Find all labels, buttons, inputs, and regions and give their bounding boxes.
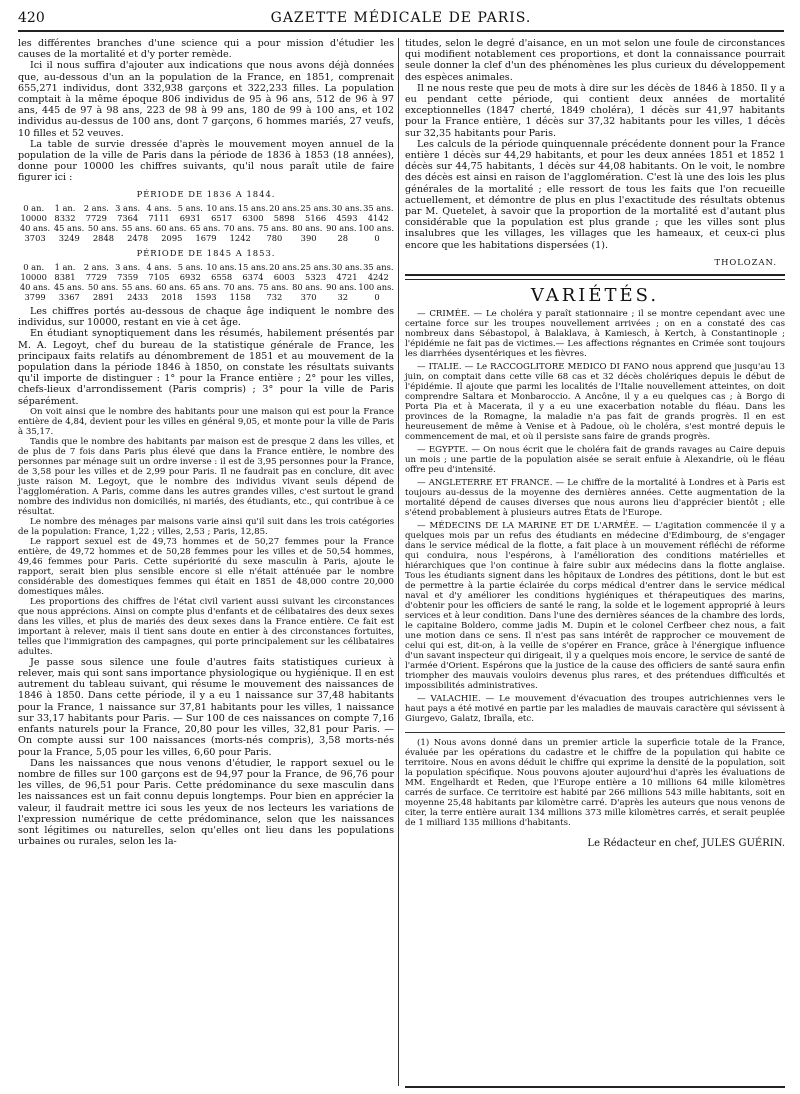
table-cell: 90 ans. [326,282,357,293]
paragraph: On voit ainsi que le nombre des habitants pour une maison qui est pour la France entière de 4,84, devient pour les villes en général 9,05, et monte pour la ville de Paris à 35,17. [18,406,394,437]
table-header-row [18,262,394,272]
paragraph: Dans les naissances que nous venons d'étudier, le rapport sexuel ou le nombre de filles sur 100 garçons est de 94,97 pour la France, de 96,76 pour les villes, de 96,51 pour Paris. Cette prédominance du sexe masculin dans les naissances est un fait connu depuis longtemps. Pour bien en apprécier la valeur, il faudrait mettre ici sous les yeux de nos lecteurs les variations de l'expression numérique de cette prédominance, selon que les naissances sont légitimes ou naturelles, selon qu'elles ont lieu dans les populations urbaines ou rurales, selon les la- [18,757,394,848]
table-cell: 75 ans. [258,282,289,293]
table-title: PÉRIODE DE 1836 A 1844. [136,188,276,199]
column-divider [398,38,399,1086]
table-cell: 6003 [273,272,295,283]
table-cell: 390 [300,232,317,243]
bottom-rule [405,1086,785,1088]
table-cell: 5166 [305,212,327,223]
author-signature: THOLOZAN. [714,256,777,267]
editor-signature: Le Rédacteur en chef, JULES GUÉRIN. [587,838,785,850]
table-cell: 70 ans. [224,222,255,233]
table-cell: 2 ans. [83,262,109,273]
paragraph: Les calculs de la période quinquennale précédente donnent pour la France entière 1 décès sur 44,29 habitants, et pour les deux années 1851 et 1852 1 décès sur 44,75 habitants, 1 décès sur 44,08 habitants. On le voit, le nombre des décès est ainsi en raison de l'agglomération. C'est là une des lois les plus générales de la mortalité ; elle ressort de tous les faits que l'on recueille actuellement, et démontre de plus en plus l'exactitude des résultats obtenus par M. Quetelet, à savoir que la proportion de la mortalité est d'autant plus considérable que la population est plus grande ; que les villes sont plus insalubres que les villages, les villages que les hameaux, et ceux-ci plus encore que les habitations dispersées (1). [405,138,785,251]
table-cell: 3249 [58,232,80,243]
table-cell: 7111 [148,212,170,223]
table-cell: 10000 [20,212,47,223]
table-cell: 60 ans. [155,282,187,293]
news-item: — EGYPTE. — On nous écrit que le choléra fait de grands ravages au Caire depuis un mois ; une partie de la population aisée se serait enfuie à Alexandrie, où le fléau offre peu d'intensité. [405,445,785,476]
table-cell: 6374 [242,272,264,283]
table-cell: 7105 [148,272,170,283]
table-cell: 30 ans. [331,262,363,273]
table-cell: 3367 [58,292,80,303]
table-header-row [18,223,394,233]
table-cell: 40 ans. [19,222,51,233]
paragraph: Il ne nous reste que peu de mots à dire sur les décès de 1846 à 1850. Il y a eu pendant cette période, qui contient deux années de mortalité exceptionnelles (1847 cherté, 1849 choléra), 1 décès sur 41,97 habitants pour la France entière, 1 décès sur 37,32 habitants pour les villes, 1 décès sur 32,35 habitants pour Paris. [405,82,785,139]
table-cell: 10000 [20,272,47,283]
paragraph: En étudiant synoptiquement dans les résumés, habilement présentés par M. A. Legoyt, chef du bureau de la statistique générale de France, les principaux faits relatifs au dénombrement de 1851 et au mouvement de la population dans la période 1846 à 1850, on constate les résultats suivants qu'il importe de distinguer : 1° pour la France entière ; 2° pour les villes, chefs-lieux d'arrondissement (Paris compris) ; 3° pour la ville de Paris séparément. [18,328,394,407]
table-cell: 80 ans. [292,282,323,293]
right-column [405,38,785,849]
table-cell: 0 [374,232,380,243]
table-cell: 28 [337,232,349,243]
table-cell: 32 [337,292,349,303]
table-cell: 0 [374,292,380,303]
table-cell: 3799 [24,292,46,303]
paragraph: Tandis que le nombre des habitants par maison est de presque 2 dans les villes, et de plus de 7 fois dans Paris plus élevé que dans la France entière, le nombre des personnes par ménage suit un ordre inverse : il est de 3,95 personnes pour la France, de 3,58 pour les villes et de 2,99 pour Paris. Il ne faudrait pas en conclure, dit avec juste raison M. Legoyt, que le nombre des individus vivant seuls dépend de l'agglomération. A Paris, comme dans les autres grandes villes, c'est surtout le grand nombre des individus non domiciliés, ni mariés, des étudiants, etc., qui contribue à ce résultat. [18,436,394,517]
table-header-row [18,203,394,213]
table-cell: 50 ans. [87,222,119,233]
table-cell: 15 ans. [237,202,269,213]
news-item: — VALACHIE. — Le mouvement d'évacuation des troupes autrichiennes vers le haut pays a été motivé en partie par les maladies de mauvais caractère qui sévissent à Giurgevo, Galatz, Ibraïla, etc. [405,694,785,725]
table-cell: 100 ans. [358,222,394,233]
section-title: VARIÉTÉS. [530,285,660,307]
table-cell: 25 ans. [300,202,331,213]
table-cell: 3703 [24,232,46,243]
table-cell: 2095 [161,232,183,243]
paragraph: Le nombre des ménages par maisons varie ainsi qu'il suit dans les trois catégories de la population: France, 1,22 ; villes, 2,53 ; Paris, 12,85. [18,516,394,537]
table-cell: 7729 [85,212,107,223]
table-cell: 1 an. [54,262,76,273]
footnote-rule [405,732,785,733]
table-cell: 65 ans. [189,222,221,233]
table-cell: 2848 [92,232,115,243]
table-cell: 4242 [367,272,389,283]
table-cell: 6558 [211,272,233,283]
news-item: — MÉDECINS DE LA MARINE ET DE L'ARMÉE. — L'agitation commencée il y a quelques mois par un refus des étudiants en médecine d'Edimbourg, de s'engager dans le service médical de la flotte, a fait place à un mouvement réfléchi de réforme qui conduira, nous l'espérons, à l'amélioration des conditions matérielles et hiérarchiques que l'on continue à faire subir aux médecins dans la flotte anglaise. Tous les étudiants signent dans les hôpitaux de Londres des pétitions, dont le but est de permettre à la partie éclairée du corps médical d'entrer dans le service médical naval et d'y améliorer les conditions hygiéniques et thérapeutiques des marins, d'obtenir pour les officiers de santé le rang, la solde et le logement approprié à leurs services et à leur condition. Dans l'une des dernières séances de la chambre des lords, le capitaine Boldero, comme jadis M. Dupin et le colonel Cerfbeer chez nous, a fait une motion dans ce sens. Il n'est pas sans intérêt de rapprocher ce mouvement de celui qui est, dit-on, à la veille de s'opérer en France, grâce à l'énergique influence d'un savant inspecteur qui dirigeait, il y a quelques mois encore, le service de santé de l'armée d'Orient. Espérons que la justice de la cause des officiers de santé saura enfin triompher des mauvais vouloirs devenus plus rares, et des prétendues difficultés et impossibilités administratives. [405,521,785,692]
table-cell: 1 an. [54,202,76,213]
table-cell: 6932 [179,272,201,283]
table-cell: 1679 [195,232,217,243]
news-item: — CRIMÉE. — Le choléra y paraît stationnaire ; il se montre cependant avec une certaine force sur les troupes nouvellement arrivées ; on en a constaté des cas nombreux dans Sébastopol, à Balaklava, à Kamiesch, à Kertch, à Constantinople ; l'épidémie ne fait pas de victimes.— Les affections régnantes en Crimée sont toujours les diarrhées dysentériques et les fièvres. [405,309,785,360]
table-cell: 6300 [242,212,264,223]
paragraph: Les chiffres portés au-dessous de chaque âge indiquent le nombre des individus, sur 10000, restant en vie à cet âge. [18,306,394,329]
footnote: (1) Nous avons donné dans un premier article la superficie totale de la France, évaluée par les opérations du cadastre et le chiffre de la population qui habite ce territoire. Nous en avons déduit le chiffre qui exprime la densité de la population, soit la population spécifique. Nous pouvons ajouter aujourd'hui d'après les évaluations de MM. Engelhardt et Reden, que l'Europe entière a 10 millions 64 mille kilomètres carrés de surface. Ce territoire est habité par 266 millions 543 mille habitants, soit en moyenne 25,48 habitants par kilomètre carré. D'après les auteurs que nous venons de citer, la terre entière aurait 134 millions 373 mille kilomètres carrés, et serait peuplée de 1 milliard 135 millions d'habitants. [405,738,785,829]
table-cell: 370 [300,292,317,303]
table-row [18,233,394,243]
table-header-row [18,282,394,292]
table-cell: 4721 [336,272,358,283]
table-cell: 6517 [211,212,233,223]
table-cell: 45 ans. [53,282,85,293]
table-cell: 0 an. [23,262,45,273]
table-cell: 780 [266,232,283,243]
table-cell: 1593 [195,292,217,303]
table-cell: 15 ans. [237,262,269,273]
running-title: GAZETTE MÉDICALE DE PARIS. [270,10,532,26]
table-cell: 5898 [273,212,295,223]
table-cell: 35 ans. [363,262,394,273]
table-cell: 80 ans. [292,222,323,233]
table-cell: 70 ans. [224,282,255,293]
table-cell: 55 ans. [121,282,153,293]
table-cell: 4 ans. [146,202,172,213]
table-cell: 35 ans. [363,202,394,213]
table-cell: 7729 [85,272,107,283]
table-cell: 8381 [54,272,76,283]
news-item: — ITALIE. — Le RACCOGLITORE MEDICO DI FANO nous apprend que jusqu'au 13 juin, on comptait dans cette ville 68 cas et 32 décès cholériques depuis le début de l'épidémie. Il ajoute que parmi les localités de l'Italie nouvellement atteintes, on doit comprendre Saltara et Monbaroccio. A Ancône, il y a eu quelques cas ; à Borgo di Porta Pia et à Macerata, il y a eu une exacerbation notable du fléau. Dans les provinces de la Romagne, la maladie n'a pas fait de grands progrès. Il en est heureusement de même à Venise et à Padoue, où le choléra, s'est montré depuis le commencement de mai, et où il persiste sans faire de grands progrès. [405,362,785,443]
table-cell: 1158 [229,292,251,303]
table-title: PÉRIODE DE 1845 A 1853. [136,247,276,258]
paragraph: Ici il nous suffira d'ajouter aux indications que nous avons déjà données que, au-dessous d'un an la population de la France, en 1851, comprenait 655,271 individus, dont 332,938 garçons et 322,233 filles. La population comptait à la même époque 806 individus de 95 à 96 ans, 512 de 96 à 97 ans, 445 de 97 à 98 ans, 223 de 98 à 99 ans, 180 de 99 à 100 ans, et 102 individus au-dessus de 100 ans, dont 7 garçons, 6 hommes mariés, 27 veufs, 10 filles et 52 veuves. [18,60,394,139]
paragraph: titudes, selon le degré d'aisance, en un mot selon une foule de circonstances qui modifient notablement ces proportions, et dont la connaissance pourrait seule donner la clef d'un des phénomènes les plus curieux du développement des espèces animales. [405,38,785,83]
table-cell: 2018 [161,292,183,303]
table-cell: 7364 [117,212,139,223]
paragraph: Je passe sous silence une foule d'autres faits statistiques curieux à relever, mais qui sont sans importance physiologique ou hygiénique. Il en est autrement du tableau suivant, qui résume le mouvement des naissances de 1846 à 1850. Dans cette période, il y a eu 1 naissance sur 37,48 habitants pour la France, 1 naissance sur 37,81 habitants pour les villes, 1 naissance sur 33,17 habitants pour Paris. — Sur 100 de ces naissances on compte 7,16 enfants naturels pour la France, 20,80 pour les villes, 32,81 pour Paris. — On compte aussi sur 100 naissances (morts-nés compris), 3,58 morts-nés pour la France, 5,05 pour les villes, 6,60 pour Paris. [18,656,394,758]
page-header [18,8,784,32]
table-cell: 7359 [117,272,139,283]
left-column [18,38,394,847]
table-cell: 2433 [127,292,149,303]
table-cell: 0 an. [23,202,45,213]
table-cell: 732 [266,292,283,303]
table-cell: 100 ans. [358,282,394,293]
table-cell: 5 ans. [177,202,203,213]
table-cell: 45 ans. [53,222,85,233]
paragraph: les différentes branches d'une science qui a pour mission d'étudier les causes de la mortalité et d'y porter remède. [18,38,394,61]
table-cell: 10 ans. [206,262,237,273]
table-cell: 2478 [127,232,149,243]
news-item: — ANGLETERRE ET FRANCE. — Le chiffre de la mortalité à Londres et à Paris est toujours au-dessus de la moyenne des dernières années. Cette augmentation de la mortalité dépend de causes diverses que nous aurons lieu d'apprécier bientôt ; elle s'étend probablement à plusieurs autres États de l'Europe. [405,478,785,519]
table-cell: 4593 [336,212,358,223]
table-cell: 60 ans. [155,222,187,233]
table-cell: 4 ans. [146,262,172,273]
table-cell: 6931 [179,212,201,223]
table-row [18,213,394,223]
table-cell: 3 ans. [115,202,141,213]
table-cell: 20 ans. [269,202,300,213]
paragraph: Les proportions des chiffres de l'état civil varient aussi suivant les circonstances que nous apprécions. Ainsi on compte plus d'enfants et de célibataires des deux sexes dans les villes, et plus de mariés des deux sexes dans la France entière. Ce fait est important à relever, mais il tient sans doute en entier à des circonstances fortuites, telles que l'immigration des campagnes, qui porte principalement sur les célibataires adultes. [18,596,394,657]
table-cell: 40 ans. [19,282,51,293]
section-rule [405,274,785,280]
table-row [18,272,394,282]
table-cell: 50 ans. [87,282,119,293]
table-cell: 30 ans. [331,202,363,213]
table-cell: 8332 [54,212,76,223]
paragraph: La table de survie dressée d'après le mouvement moyen annuel de la population de la ville de Paris dans la période de 1836 à 1853 (18 années), donne pour 10000 les chiffres suivants, qu'il nous paraît utile de faire figurer ici : [18,138,394,184]
page-number: 420 [18,10,45,26]
table-cell: 10 ans. [206,202,237,213]
table-cell: 2 ans. [83,202,109,213]
paragraph: Le rapport sexuel est de 49,73 hommes et de 50,27 femmes pour la France entière, de 49,72 hommes et de 50,28 femmes pour les villes et de 50,54 hommes, 49,46 femmes pour Paris. Cette supériorité du sexe masculin à Paris, ajoute le rapport, serait bien plus sensible encore si elle n'était atténuée par le nombre considérable des domestiques femmes qui était en 1851 de 48,000 contre 20,000 domestiques mâles. [18,536,394,597]
table-cell: 25 ans. [300,262,331,273]
table-cell: 5323 [305,272,327,283]
table-cell: 1242 [229,232,251,243]
table-row [18,292,394,302]
table-cell: 5 ans. [177,262,203,273]
table-cell: 2891 [92,292,115,303]
table-cell: 55 ans. [121,222,153,233]
table-cell: 4142 [367,212,389,223]
table-cell: 90 ans. [326,222,357,233]
table-cell: 65 ans. [189,282,221,293]
table-cell: 3 ans. [115,262,141,273]
table-cell: 75 ans. [258,222,289,233]
table-cell: 20 ans. [269,262,300,273]
